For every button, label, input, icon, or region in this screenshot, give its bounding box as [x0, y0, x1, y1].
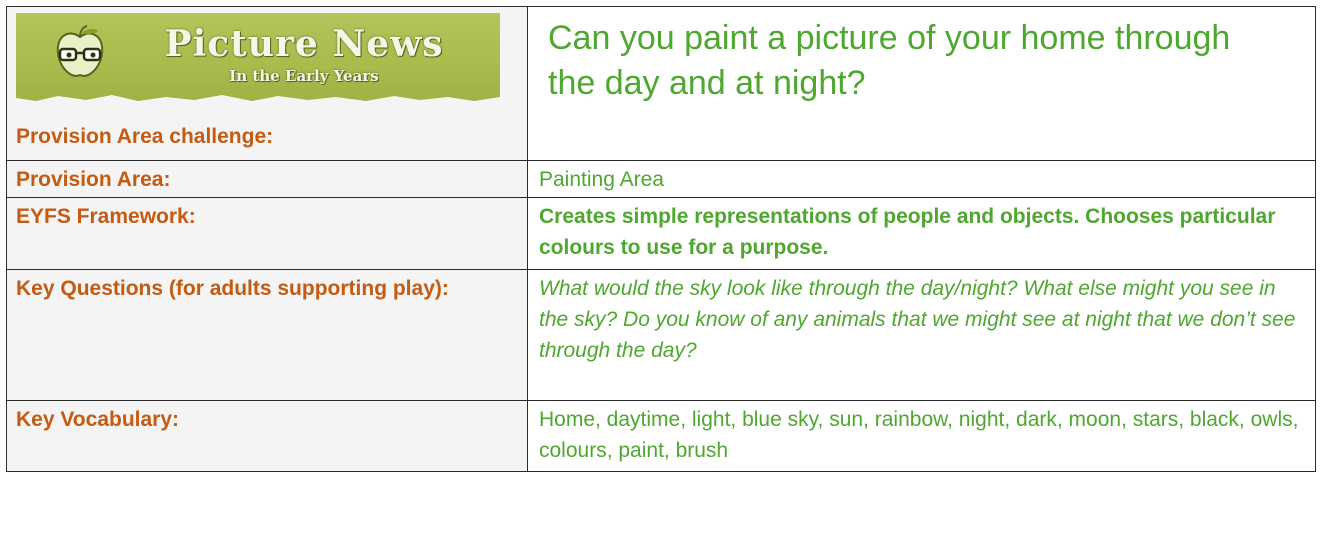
challenge-question: Can you paint a picture of your home through the day and at night? [548, 19, 1231, 102]
provision-area-label-cell [7, 161, 528, 198]
key-questions-row [7, 270, 1316, 401]
key-questions-value: What would the sky look like through the day/night? What else might you see in the sky? Do you know of any animals that we might see at night that we don’t see through the day? [539, 277, 1296, 362]
header-row [7, 7, 1316, 161]
provision-area-row [7, 161, 1316, 198]
eyfs-framework-row [7, 198, 1316, 270]
worksheet-page [0, 6, 1321, 555]
provision-area-label: Provision Area: [16, 168, 171, 191]
logo-subtitle: In the Early Years [229, 67, 379, 85]
key-questions-value-cell [528, 270, 1316, 401]
provision-area-value: Painting Area [539, 168, 664, 191]
apple-with-glasses-icon [52, 25, 108, 81]
key-vocabulary-value: Home, daytime, light, blue sky, sun, rainbow, night, dark, moon, stars, black, owls, colours, paint, brush [539, 408, 1299, 462]
header-right-cell [528, 7, 1316, 161]
challenge-label: Provision Area challenge: [16, 125, 274, 148]
picture-news-logo [16, 13, 500, 103]
provision-area-value-cell [528, 161, 1316, 198]
eyfs-value-cell [528, 198, 1316, 270]
provision-table [6, 6, 1316, 472]
eyfs-value: Creates simple representations of people and objects. Chooses particular colours to use for a purpose. [539, 205, 1276, 259]
logo-title: Picture News [164, 23, 444, 65]
eyfs-label-cell [7, 198, 528, 270]
key-questions-label: Key Questions (for adults supporting play): [16, 277, 449, 300]
key-vocabulary-value-cell [528, 401, 1316, 472]
torn-edge-decoration [16, 92, 500, 103]
key-vocabulary-row [7, 401, 1316, 472]
eyfs-label: EYFS Framework: [16, 205, 196, 228]
key-vocabulary-label: Key Vocabulary: [16, 408, 180, 431]
key-vocabulary-label-cell [7, 401, 528, 472]
key-questions-label-cell [7, 270, 528, 401]
header-left-cell [7, 7, 528, 161]
